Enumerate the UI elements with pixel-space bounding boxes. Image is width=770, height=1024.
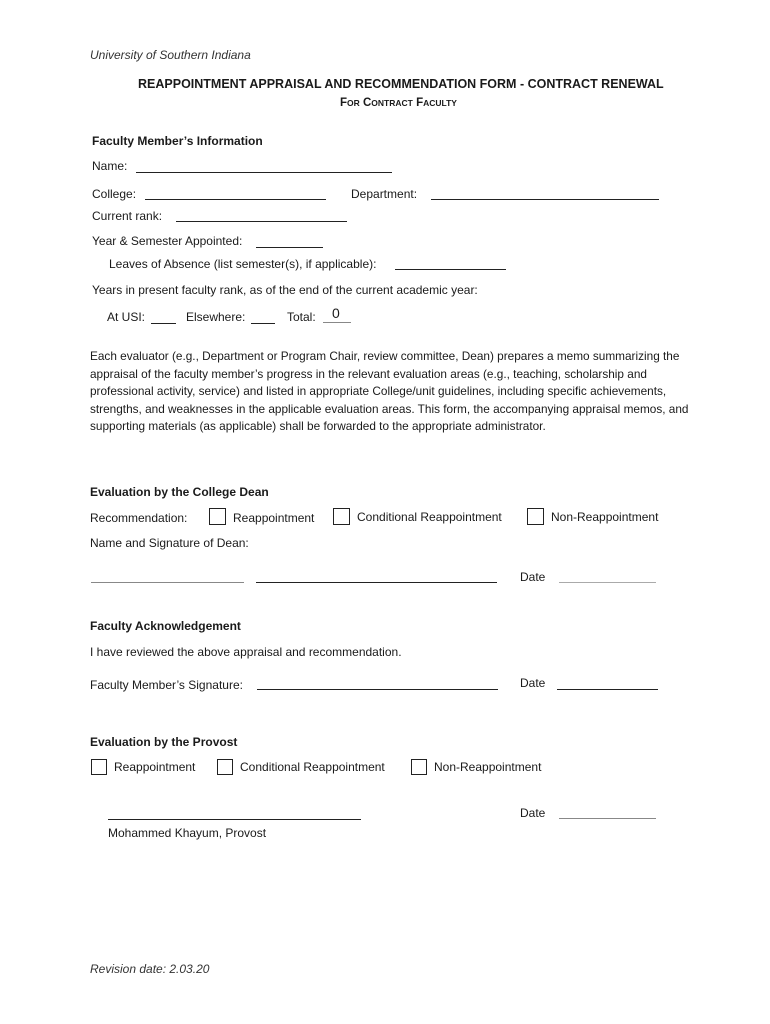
usi-years-field[interactable]	[151, 323, 176, 324]
elsewhere-years-field[interactable]	[251, 323, 275, 324]
dean-signature-label: Name and Signature of Dean:	[90, 536, 249, 550]
subtitle-part: F	[416, 97, 424, 109]
total-label: Total:	[287, 310, 316, 324]
provost-date-label: Date	[520, 806, 546, 820]
dean-nonreappointment-label: Non-Reappointment	[551, 510, 659, 524]
faculty-date-field[interactable]	[557, 689, 658, 690]
provost-name: Mohammed Khayum, Provost	[108, 826, 267, 840]
dean-heading: Evaluation by the College Dean	[90, 485, 269, 499]
subtitle-part: C	[362, 97, 372, 109]
instructions-paragraph: Each evaluator (e.g., Department or Program Chair, review committee, Dean) prepares a memo summarizing the appraisal of the faculty member’s progress in the relevant evaluation areas (e.g., teaching, scholarship and professional activity, service) and listed in appropriate College/unit guidelines, including specific achievements, strengths, and weaknesses in the applicable evaluation areas. This form, the accompanying appraisal memos, and supporting materials (as applicable) shall be forwarded to the appropriate administrator.	[90, 349, 689, 433]
name-field[interactable]	[136, 172, 392, 173]
provost-nonreappointment-label: Non-Reappointment	[434, 760, 542, 774]
dean-signature-field[interactable]	[256, 582, 497, 583]
rank-label: Current rank:	[92, 209, 163, 223]
rank-field[interactable]	[176, 221, 347, 222]
provost-heading: Evaluation by the Provost	[90, 735, 238, 749]
form-subtitle	[340, 97, 457, 109]
dean-nonreappointment-checkbox[interactable]	[527, 508, 544, 525]
college-field[interactable]	[145, 199, 326, 200]
department-field[interactable]	[431, 199, 659, 200]
provost-date-field[interactable]	[559, 818, 656, 819]
department-label: Department:	[351, 187, 418, 201]
university-name: University of Southern Indiana	[90, 48, 251, 62]
dean-date-label: Date	[520, 570, 546, 584]
faculty-info-heading: Faculty Member’s Information	[92, 134, 263, 148]
provost-signature-field[interactable]	[108, 819, 361, 820]
dean-name-field[interactable]	[91, 582, 244, 583]
provost-reappointment-label: Reappointment	[114, 760, 196, 774]
usi-label: At USI:	[107, 310, 146, 324]
faculty-date-label: Date	[520, 676, 546, 690]
provost-conditional-checkbox[interactable]	[217, 759, 233, 775]
dean-conditional-checkbox[interactable]	[333, 508, 350, 525]
dean-reappointment-checkbox[interactable]	[209, 508, 226, 525]
total-value[interactable]: 0	[332, 305, 340, 321]
subtitle-part: OR	[347, 98, 360, 108]
year-appointed-field[interactable]	[256, 247, 323, 248]
name-label: Name:	[92, 159, 128, 173]
years-in-rank-label: Years in present faculty rank, as of the end of the current academic year:	[92, 283, 478, 297]
leaves-field[interactable]	[395, 269, 506, 270]
form-title: REAPPOINTMENT APPRAISAL AND RECOMMENDATION FORM - CONTRACT RENEWAL	[138, 77, 664, 91]
total-field-line	[323, 322, 351, 323]
year-appointed-label: Year & Semester Appointed:	[92, 234, 243, 248]
acknowledgement-statement: I have reviewed the above appraisal and recommendation.	[90, 645, 402, 659]
dean-reappointment-label: Reappointment	[233, 511, 315, 525]
subtitle-part: ONTRACT	[371, 98, 413, 108]
subtitle-part: ACULTY	[423, 98, 457, 108]
dean-conditional-label: Conditional Reappointment	[357, 510, 502, 524]
provost-nonreappointment-checkbox[interactable]	[411, 759, 427, 775]
faculty-signature-label: Faculty Member’s Signature:	[90, 678, 243, 692]
subtitle-part: F	[340, 97, 348, 109]
dean-date-field[interactable]	[559, 582, 656, 583]
acknowledgement-heading: Faculty Acknowledgement	[90, 619, 241, 633]
elsewhere-label: Elsewhere:	[186, 310, 246, 324]
provost-reappointment-checkbox[interactable]	[91, 759, 107, 775]
revision-date: Revision date: 2.03.20	[90, 962, 210, 976]
dean-recommendation-label: Recommendation:	[90, 511, 188, 525]
college-label: College:	[92, 187, 137, 201]
provost-conditional-label: Conditional Reappointment	[240, 760, 385, 774]
faculty-signature-field[interactable]	[257, 689, 498, 690]
leaves-label: Leaves of Absence (list semester(s), if applicable):	[109, 257, 377, 271]
